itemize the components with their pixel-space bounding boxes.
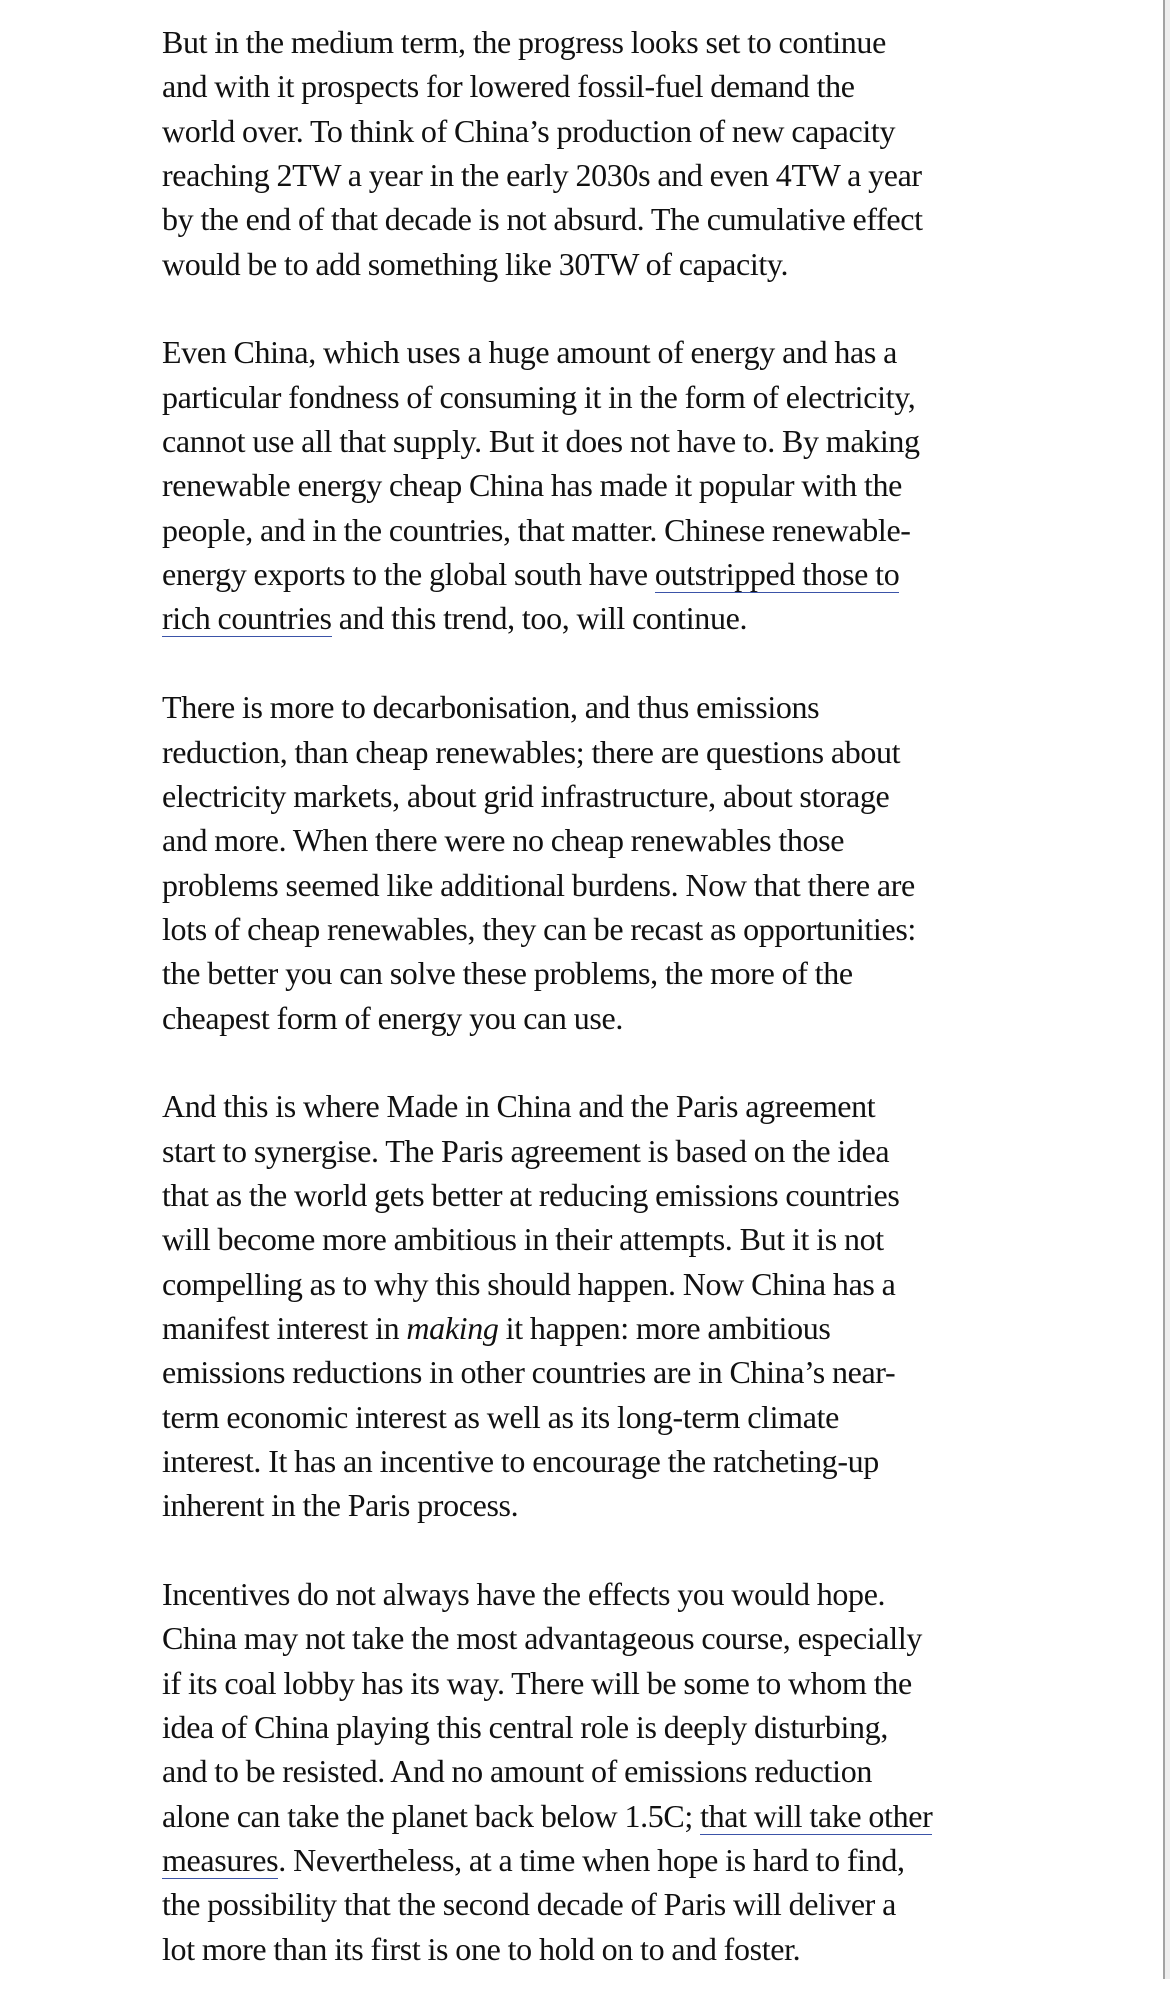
- text-line: [162, 242, 1002, 286]
- paragraph: [162, 1572, 1002, 1971]
- text-line: [162, 463, 1002, 507]
- text-line: [162, 20, 1002, 64]
- text-line: [162, 153, 1002, 197]
- text-run: people, and in the countries, that matter. Chinese renewable-: [162, 511, 911, 548]
- text-line: [162, 1217, 1002, 1261]
- text-line: [162, 907, 1002, 951]
- article-body: [162, 20, 1002, 2015]
- text-line: [162, 1794, 1002, 1838]
- text-run: idea of China playing this central role is deeply disturbing,: [162, 1709, 888, 1746]
- paragraph: [162, 20, 1002, 286]
- text-line: [162, 596, 1002, 640]
- text-run: that as the world gets better at reducing emissions countries: [162, 1176, 900, 1213]
- text-line: [162, 951, 1002, 995]
- text-run: Even China, which uses a huge amount of energy and has a: [162, 334, 897, 371]
- text-run: reduction, than cheap renewables; there are questions about: [162, 733, 901, 770]
- text-line: [162, 1705, 1002, 1749]
- text-run: energy exports to the global south have: [162, 556, 655, 593]
- text-run: emissions reductions in other countries are in China’s near-: [162, 1354, 896, 1391]
- text-line: [162, 1350, 1002, 1394]
- text-run: lot more than its first is one to hold on to and foster.: [162, 1930, 801, 1967]
- text-line: [162, 1838, 1002, 1882]
- text-line: [162, 1749, 1002, 1793]
- text-run: the better you can solve these problems, the more of the: [162, 955, 853, 992]
- text-line: [162, 1395, 1002, 1439]
- text-line: [162, 1572, 1002, 1616]
- text-run: it happen: more ambitious: [498, 1309, 831, 1346]
- text-line: [162, 996, 1002, 1040]
- text-run: and this trend, too, will continue.: [331, 600, 748, 637]
- link-other-measures[interactable]: that will take other: [700, 1797, 933, 1834]
- text-run: problems seemed like additional burdens. Now that there are: [162, 866, 915, 903]
- text-run: the possibility that the second decade of Paris will deliver a: [162, 1886, 896, 1923]
- text-run: and with it prospects for lowered fossil-fuel demand the: [162, 68, 855, 105]
- text-run: compelling as to why this should happen. Now China has a: [162, 1265, 896, 1302]
- text-line: [162, 818, 1002, 862]
- text-line: [162, 419, 1002, 463]
- emphasis-text: making: [406, 1309, 499, 1346]
- text-line: [162, 375, 1002, 419]
- paragraph: [162, 330, 1002, 640]
- text-run: China may not take the most advantageous course, especially: [162, 1620, 923, 1657]
- text-run: inherent in the Paris process.: [162, 1487, 519, 1524]
- link-outstripped[interactable]: outstripped those to: [654, 556, 900, 593]
- text-run: There is more to decarbonisation, and thus emissions: [162, 689, 820, 726]
- text-run: renewable energy cheap China has made it popular with the: [162, 467, 903, 504]
- text-line: [162, 1306, 1002, 1350]
- text-run: lots of cheap renewables, they can be recast as opportunities:: [162, 910, 916, 947]
- text-run: would be to add something like 30TW of capacity.: [162, 245, 789, 282]
- text-run: if its coal lobby has its way. There will be some to whom the: [162, 1664, 912, 1701]
- text-run: term economic interest as well as its long-term climate: [162, 1398, 839, 1435]
- text-line: [162, 1616, 1002, 1660]
- text-line: [162, 330, 1002, 374]
- text-line: [162, 1084, 1002, 1128]
- text-run: and to be resisted. And no amount of emissions reduction: [162, 1753, 873, 1790]
- text-line: [162, 685, 1002, 729]
- text-line: [162, 1173, 1002, 1217]
- text-run: Incentives do not always have the effects you would hope.: [162, 1576, 886, 1613]
- text-run: . Nevertheless, at a time when hope is hard to find,: [278, 1842, 905, 1879]
- text-run: cheapest form of energy you can use.: [162, 999, 623, 1036]
- text-line: [162, 508, 1002, 552]
- text-line: [162, 197, 1002, 241]
- text-run: interest. It has an incentive to encourage the ratcheting-up: [162, 1443, 879, 1479]
- link-outstripped[interactable]: rich countries: [162, 600, 332, 637]
- text-run: But in the medium term, the progress looks set to continue: [162, 24, 886, 60]
- text-run: cannot use all that supply. But it does not have to. By making: [162, 423, 920, 460]
- text-run: world over. To think of China’s production of new capacity: [162, 112, 896, 149]
- text-line: [162, 1661, 1002, 1705]
- text-run: start to synergise. The Paris agreement is based on the idea: [162, 1132, 890, 1169]
- text-line: [162, 1439, 1002, 1483]
- text-run: reaching 2TW a year in the early 2030s and even 4TW a year: [162, 157, 922, 194]
- text-run: manifest interest in: [162, 1309, 407, 1346]
- text-run: alone can take the planet back below 1.5C;: [162, 1797, 701, 1834]
- text-line: [162, 774, 1002, 818]
- text-line: [162, 1927, 1002, 1971]
- text-run: electricity markets, about grid infrastructure, about storage: [162, 777, 890, 814]
- text-run: will become more ambitious in their attempts. But it is not: [162, 1221, 884, 1258]
- text-line: [162, 1129, 1002, 1173]
- text-run: and more. When there were no cheap renewables those: [162, 822, 845, 859]
- paragraph: [162, 1084, 1002, 1527]
- text-line: [162, 1882, 1002, 1926]
- paragraph: [162, 685, 1002, 1040]
- text-line: [162, 1262, 1002, 1306]
- link-other-measures[interactable]: measures: [162, 1842, 279, 1879]
- scrollbar-track[interactable]: [1163, 0, 1170, 1979]
- text-run: particular fondness of consuming it in the form of electricity,: [162, 378, 916, 415]
- text-line: [162, 64, 1002, 108]
- text-line: [162, 730, 1002, 774]
- text-run: And this is where Made in China and the Paris agreement: [162, 1088, 876, 1125]
- text-run: by the end of that decade is not absurd. The cumulative effect: [162, 201, 923, 238]
- text-line: [162, 109, 1002, 153]
- text-line: [162, 1483, 1002, 1527]
- text-line: [162, 552, 1002, 596]
- text-line: [162, 863, 1002, 907]
